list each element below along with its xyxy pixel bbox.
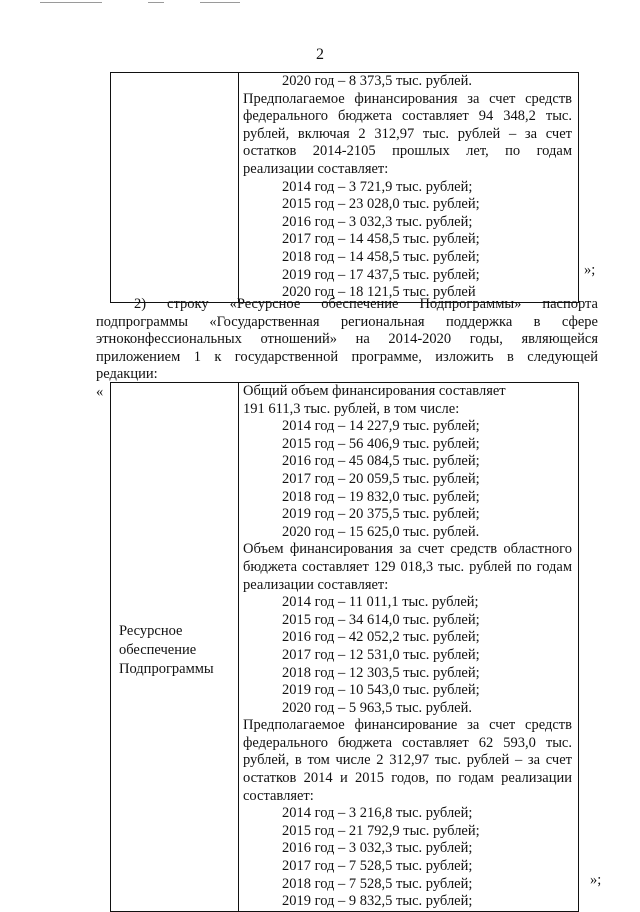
text-line: 2018 год – 19 832,0 тыс. рублей; (282, 488, 480, 505)
text-line: 2017 год – 12 531,0 тыс. рублей; (282, 646, 480, 663)
text-line: остатков 2014 и 2015 годов, по годам реализации (243, 770, 572, 787)
row-label-line: обеспечение (119, 642, 197, 659)
scan-artifact (200, 2, 240, 3)
text-line: 2018 год – 12 303,5 тыс. рублей; (282, 664, 480, 681)
text-line: 2020 год – 15 625,0 тыс. рублей. (282, 523, 480, 540)
text-line: 2017 год – 7 528,5 тыс. рублей; (282, 858, 473, 875)
text-line: Объем финансирования за счет средств областного (243, 541, 572, 558)
row-label-line: Подпрограммы (119, 661, 214, 678)
closing-quote-mark: »; (584, 262, 596, 278)
closing-quote-mark: »; (590, 872, 602, 888)
text-line: 191 611,3 тыс. рублей, в том числе: (243, 400, 460, 417)
paragraph-line: редакции: (96, 366, 158, 383)
text-line: 2014 год – 3 216,8 тыс. рублей; (282, 805, 473, 822)
text-line: 2017 год – 14 458,5 тыс. рублей; (282, 231, 480, 248)
text-line: 2016 год – 3 032,3 тыс. рублей; (282, 213, 473, 230)
text-line: рублей, в том числе 2 312,97 тыс. рублей – за счет (243, 752, 572, 769)
top-table (110, 72, 579, 303)
text-line: 2020 год – 5 963,5 тыс. рублей. (282, 699, 473, 716)
text-line: 2016 год – 42 052,2 тыс. рублей; (282, 629, 480, 646)
paragraph-line: подпрограммы «Государственная региональная поддержка в сфере (96, 313, 598, 330)
opening-quote-mark: « (96, 384, 104, 400)
text-line: реализации составляет: (243, 576, 389, 593)
text-line: 2015 год – 56 406,9 тыс. рублей; (282, 435, 480, 452)
bottom-table (110, 382, 579, 912)
scan-artifact (148, 2, 164, 3)
text-line: 2020 год – 8 373,5 тыс. рублей. (282, 73, 473, 89)
text-line: 2017 год – 20 059,5 тыс. рублей; (282, 470, 480, 487)
text-line: федерального бюджета составляет 94 348,2 тыс. (243, 108, 572, 125)
page-number: 2 (316, 46, 324, 63)
top-table-left-cell (111, 73, 239, 303)
body-paragraph (96, 296, 598, 384)
financing-details-cell (239, 383, 579, 912)
text-line: 2016 год – 3 032,3 тыс. рублей; (282, 840, 473, 857)
text-line: 2014 год – 3 721,9 тыс. рублей; (282, 178, 473, 195)
text-line: 2020 год – 18 121,5 тыс. рублей (282, 284, 476, 301)
row-label-line: Ресурсное (119, 623, 183, 640)
row-label-cell (111, 383, 239, 912)
text-line: 2018 год – 7 528,5 тыс. рублей; (282, 875, 473, 892)
text-line: федерального бюджета составляет 62 593,0 тыс. (243, 734, 572, 751)
top-table-right-cell (239, 73, 579, 303)
text-line: Предполагаемое финансирования за счет средств (243, 90, 572, 107)
text-line: реализации составляет: (243, 160, 389, 177)
text-line: 2018 год – 14 458,5 тыс. рублей; (282, 248, 480, 265)
text-line: 2014 год – 14 227,9 тыс. рублей; (282, 418, 480, 435)
text-line: бюджета составляет 129 018,3 тыс. рублей по годам (243, 558, 572, 575)
text-line: 2015 год – 21 792,9 тыс. рублей; (282, 822, 480, 839)
text-line: остатков 2014-2105 прошлых лет, по годам (243, 143, 572, 160)
paragraph-line: 2) строку «Ресурсное обеспечение Подпрограммы» паспорта (134, 296, 598, 312)
text-line: 2019 год – 20 375,5 тыс. рублей; (282, 506, 480, 523)
scan-artifact (40, 2, 102, 3)
text-line: Предполагаемое финансирование за счет средств (243, 717, 572, 734)
text-line: составляет: (243, 787, 314, 804)
paragraph-line: приложением 1 к государственной программе, изложить в следующей (96, 348, 598, 365)
text-line: 2014 год – 11 011,1 тыс. рублей; (282, 594, 479, 611)
text-line: 2019 год – 17 437,5 тыс. рублей; (282, 266, 480, 283)
text-line: рублей, включая 2 312,97 тыс. рублей – за счет (243, 125, 572, 142)
paragraph-line: этноконфессиональных отношений» на 2014-2020 годы, являющейся (96, 331, 598, 348)
text-line: 2019 год – 9 832,5 тыс. рублей; (282, 893, 473, 910)
text-line: 2015 год – 23 028,0 тыс. рублей; (282, 196, 480, 213)
text-line: 2019 год – 10 543,0 тыс. рублей; (282, 682, 480, 699)
text-line: 2015 год – 34 614,0 тыс. рублей; (282, 611, 480, 628)
text-line: Общий объем финансирования составляет (243, 383, 506, 399)
text-line: 2016 год – 45 084,5 тыс. рублей; (282, 453, 480, 470)
